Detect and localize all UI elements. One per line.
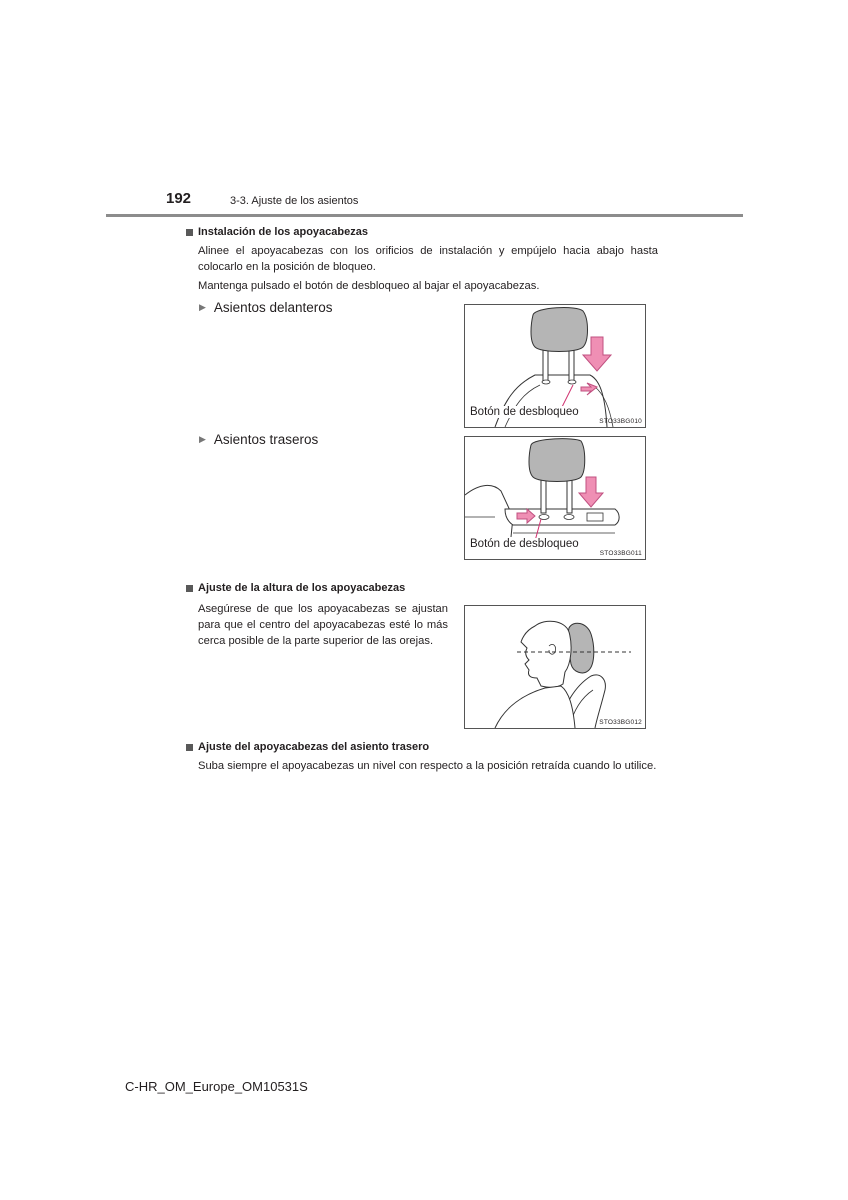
square-bullet-icon bbox=[186, 585, 193, 592]
front-seats-label: Asientos delanteros bbox=[213, 300, 333, 315]
install-heading-text: Instalación de los apoyacabezas bbox=[198, 226, 368, 238]
front-headrest-figure bbox=[464, 304, 646, 428]
footer-document-code: C-HR_OM_Europe_OM10531S bbox=[125, 1079, 308, 1094]
head-height-illustration bbox=[465, 606, 645, 728]
down-arrow-icon bbox=[583, 337, 611, 371]
rear-seats-label: Asientos traseros bbox=[213, 432, 319, 447]
rear-adjust-heading bbox=[186, 741, 429, 753]
front-seats-subheading bbox=[199, 300, 333, 315]
down-arrow-icon bbox=[579, 477, 603, 507]
rear-release-button-label: Botón de desbloqueo bbox=[470, 538, 579, 550]
square-bullet-icon bbox=[186, 744, 193, 751]
triangle-bullet-icon: ▶ bbox=[199, 302, 206, 312]
install-paragraph-2: Mantenga pulsado el botón de desbloqueo al bajar el apoyacabezas. bbox=[198, 280, 540, 292]
page-number: 192 bbox=[166, 190, 192, 207]
triangle-bullet-icon: ▶ bbox=[199, 434, 206, 444]
install-heading bbox=[186, 226, 368, 238]
height-figure-code: STO33BG012 bbox=[599, 719, 642, 726]
head-height-figure bbox=[464, 605, 646, 729]
rear-adjust-heading-text: Ajuste del apoyacabezas del asiento trasero bbox=[198, 741, 430, 753]
rear-figure-code: STO33BG011 bbox=[599, 550, 642, 557]
front-figure-code: STO33BG010 bbox=[599, 418, 642, 425]
height-heading-text: Ajuste de la altura de los apoyacabezas bbox=[198, 582, 406, 594]
rear-headrest-figure bbox=[464, 436, 646, 560]
front-release-button-label: Botón de desbloqueo bbox=[470, 406, 579, 418]
header-rule bbox=[106, 214, 743, 217]
height-paragraph: Asegúrese de que los apoyacabezas se ajustan para que el centro del apoyacabezas esté lo más cerca posible de la parte superior de las orejas. bbox=[198, 603, 448, 647]
height-heading bbox=[186, 582, 405, 594]
rear-seats-subheading bbox=[199, 432, 318, 447]
square-bullet-icon bbox=[186, 229, 193, 236]
press-arrow-icon bbox=[581, 383, 597, 395]
section-title: 3-3. Ajuste de los asientos bbox=[230, 195, 359, 207]
rear-adjust-paragraph: Suba siempre el apoyacabezas un nivel con respecto a la posición retraída cuando lo utilice. bbox=[198, 760, 657, 772]
install-paragraph-1: Alinee el apoyacabezas con los orificios de instalación y empújelo hacia abajo hasta colocarlo en la posición de bloqueo. bbox=[198, 245, 658, 273]
